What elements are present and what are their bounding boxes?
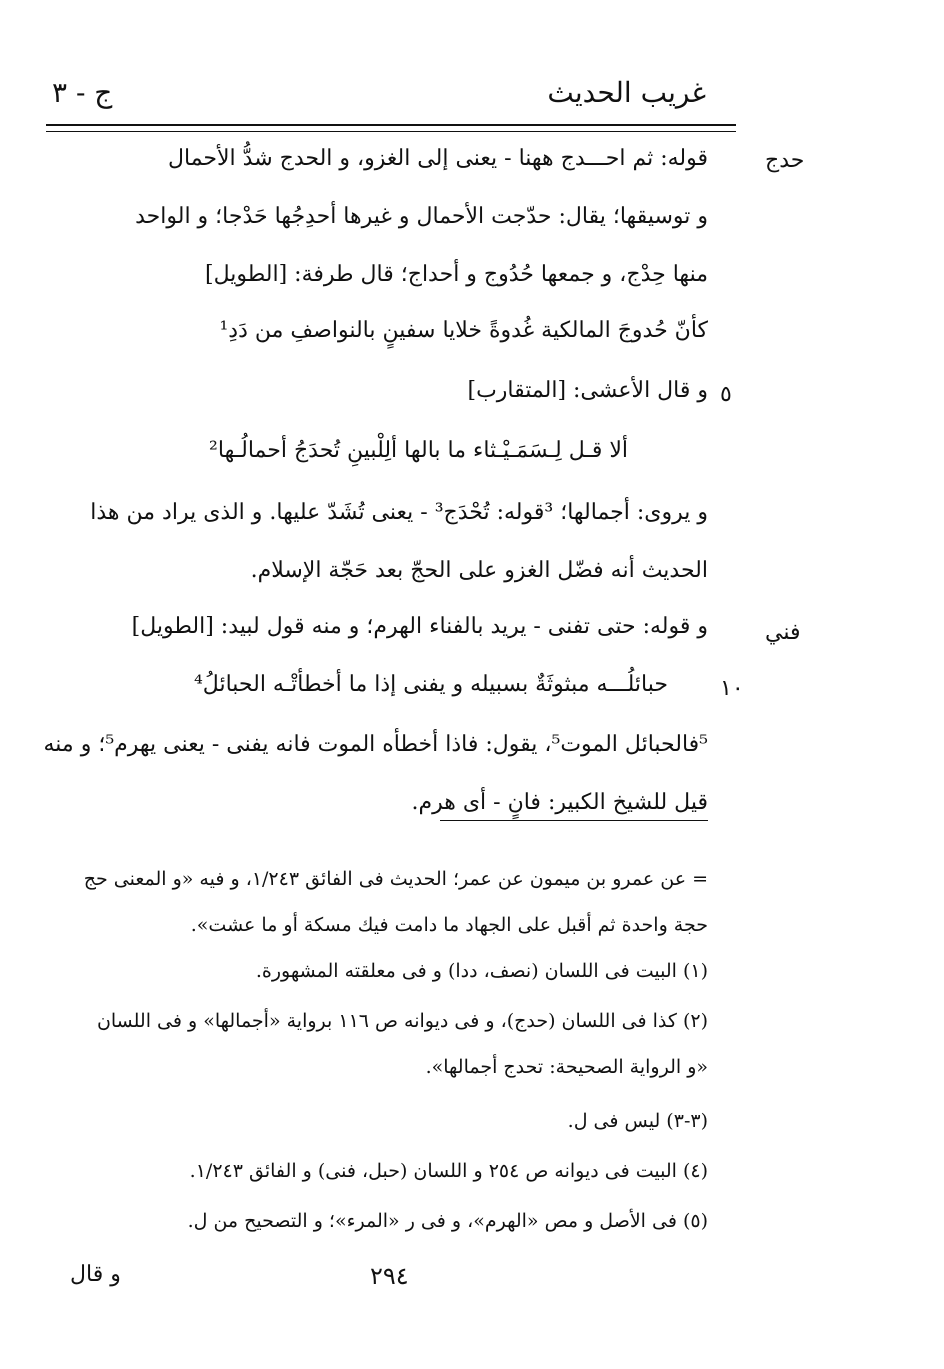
text-line: و توسيقها؛ يقال: حدّجت الأحمال و غيرها أحدِجُها حَدْجا؛ و الواحد <box>135 204 708 229</box>
text-line: منها حِدْج، و جمعها حُدُوج و أحداج؛ قال طرفة: [الطويل] <box>205 262 708 287</box>
margin-headword-fani: فني <box>765 620 801 645</box>
footnote-2: (٢) كذا فى اللسان (حدج)، و فى ديوانه ص ١١٦ برواية «أجمالها» و فى اللسان <box>96 1010 708 1032</box>
line-number-5: ٥ <box>720 382 732 407</box>
text-line: و قوله: حتى تفنى - يريد بالفناء الهرم؛ و منه قول لبيد: [الطويل] <box>131 614 708 639</box>
verse-line: كأنّ حُدوجَ المالكية غُدوةً خلايا سفينٍ بالنواصفِ من دَدِ¹ <box>219 318 708 343</box>
verse-line: حبائلُـــه مبثوثَةٌ بسبيله و يفنى إذا ما أخطأتْـه الحبائلُ⁴ <box>193 672 668 697</box>
footnote-4: (٤) البيت فى ديوانه ص ٢٥٤ و اللسان (حبل، فنى) و الفائق ١/٢٤٣. <box>189 1160 708 1182</box>
verse-line: ألا قـل لِـسَمَـيْـثاء ما بالها ألِلْبينِ تُحدَجُ أحمالُـها² <box>209 438 628 463</box>
margin-headword-hadaj: حدج <box>765 148 805 173</box>
footnote-3: (٣-٣) ليس فى ل. <box>567 1110 708 1132</box>
volume-indicator: ج - ٣ <box>52 76 113 109</box>
text-line: ⁵فالحبائل الموت⁵، يقول: فاذا أخطأه الموت فانه يفنى - يعنى يهرم⁵؛ و منه <box>43 732 708 757</box>
running-title: غريب الحديث <box>547 76 706 109</box>
footnote-1: (١) البيت فى اللسان (نصف، ددا) و فى معلقته المشهورة. <box>255 960 708 982</box>
catchword: و قال <box>70 1262 121 1287</box>
text-line: قيل للشيخ الكبير: فانٍ - أى هرم. <box>411 790 708 815</box>
text-line: الحديث أنه فضّل الغزو على الحجّ بعد حَجّة الإسلام. <box>250 558 708 583</box>
text-line: و يروى: أجمالها؛ ³قوله: تُحْدَج³ - يعنى تُشَدّ عليها. و الذى يراد من هذا <box>90 500 708 525</box>
text-line: قوله: ثم احـــدج ههنا - يعنى إلى الغزو، و الحدج شدُّ الأحمال <box>168 146 708 171</box>
main-text <box>43 0 708 820</box>
line-number-10: ١٠ <box>720 676 744 701</box>
footnote-continuation: حجة واحدة ثم أقبل على الجهاد ما دامت فيك مسكة أو ما عشت». <box>190 914 708 936</box>
footnote-2-cont: «و الرواية الصحيحة: تحدج أجمالها». <box>425 1056 708 1078</box>
footnote-separator <box>440 820 708 821</box>
page-number: ٢٩٤ <box>370 1262 409 1290</box>
footnote-continuation: = عن عمرو بن ميمون عن عمر؛ الحديث فى الفائق ١/٢٤٣، و فيه «و المعنى حج <box>83 868 708 890</box>
footnote-5: (٥) فى الأصل و مص «الهرم»، و فى ر «المرء»؛ و التصحيح من ل. <box>187 1210 708 1232</box>
text-line: و قال الأعشى: [المتقارب] <box>467 378 708 403</box>
